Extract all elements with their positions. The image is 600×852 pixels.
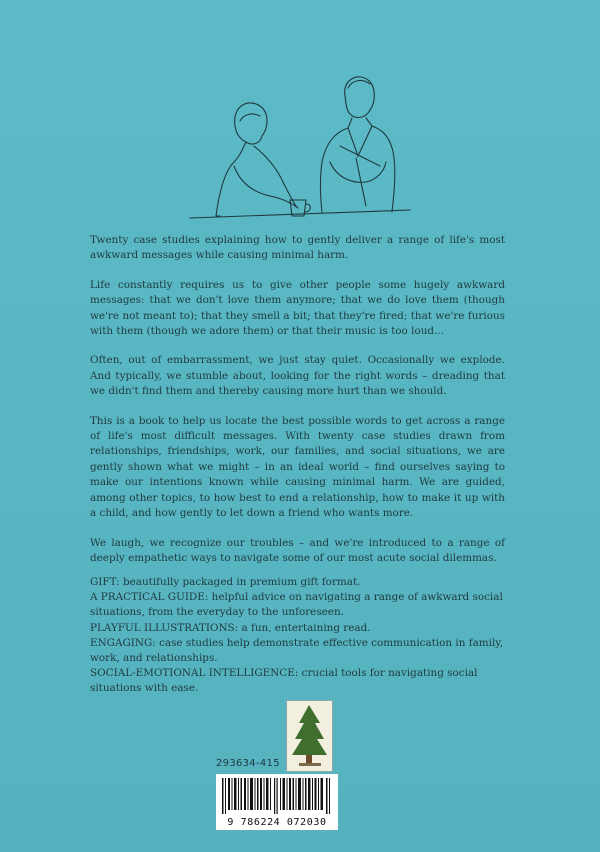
paragraph: This is a book to help us locate the best possible words to get across a range of life's most difficult messages. With twenty case studies drawn from relationships, friendships, work, our families, and social situations, we are gently shown what we might – in an ideal world – find ourselves saying to make our intentions known while causing minimal harm. We are guided, among other topics, to how best to end a relationship, how to make it up with a child, and how gently to let down a friend who wants more. bbox=[90, 414, 505, 520]
barcode bbox=[216, 774, 338, 830]
barcode-bars-icon bbox=[222, 778, 332, 814]
isbn-number: 9 786224 072030 bbox=[227, 817, 327, 828]
feature-item: ENGAGING: case studies help demonstrate effective communication in family, work, and relationships. bbox=[90, 636, 504, 665]
illustration-two-people bbox=[180, 66, 420, 236]
description-text bbox=[90, 233, 505, 580]
product-code: 293634-415 bbox=[216, 758, 280, 769]
tree-logo-icon bbox=[286, 700, 333, 772]
feature-item: PLAYFUL ILLUSTRATIONS: a fun, entertaining read. bbox=[90, 621, 371, 634]
feature-item: GIFT: beautifully packaged in premium gift format. bbox=[90, 576, 361, 588]
paragraph: Twenty case studies explaining how to gently deliver a range of life's most awkward messages while causing minimal harm. bbox=[90, 234, 505, 262]
feature-list bbox=[90, 575, 505, 697]
paragraph: Life constantly requires us to give other people some hugely awkward messages: that we don't love them anymore; that we do love them (though we're not meant to); that they smell a bit; that they're fired; that we're furious with them (though we adore them) or that their music is too loud... bbox=[90, 278, 505, 338]
feature-item: SOCIAL-EMOTIONAL INTELLIGENCE: crucial tools for navigating social situations with ease. bbox=[90, 667, 478, 695]
paragraph: We laugh, we recognize our troubles – and we're introduced to a range of deeply empathetic ways to navigate some of our most acute social dilemmas. bbox=[90, 536, 505, 564]
paragraph: Often, out of embarrassment, we just stay quiet. Occasionally we explode. And typically, we stumble about, looking for the right words – dreading that we didn't find them and thereby causing more hurt than we should. bbox=[90, 354, 505, 398]
feature-item: A PRACTICAL GUIDE: helpful advice on navigating a range of awkward social situations, from the everyday to the unforeseen. bbox=[90, 591, 503, 619]
